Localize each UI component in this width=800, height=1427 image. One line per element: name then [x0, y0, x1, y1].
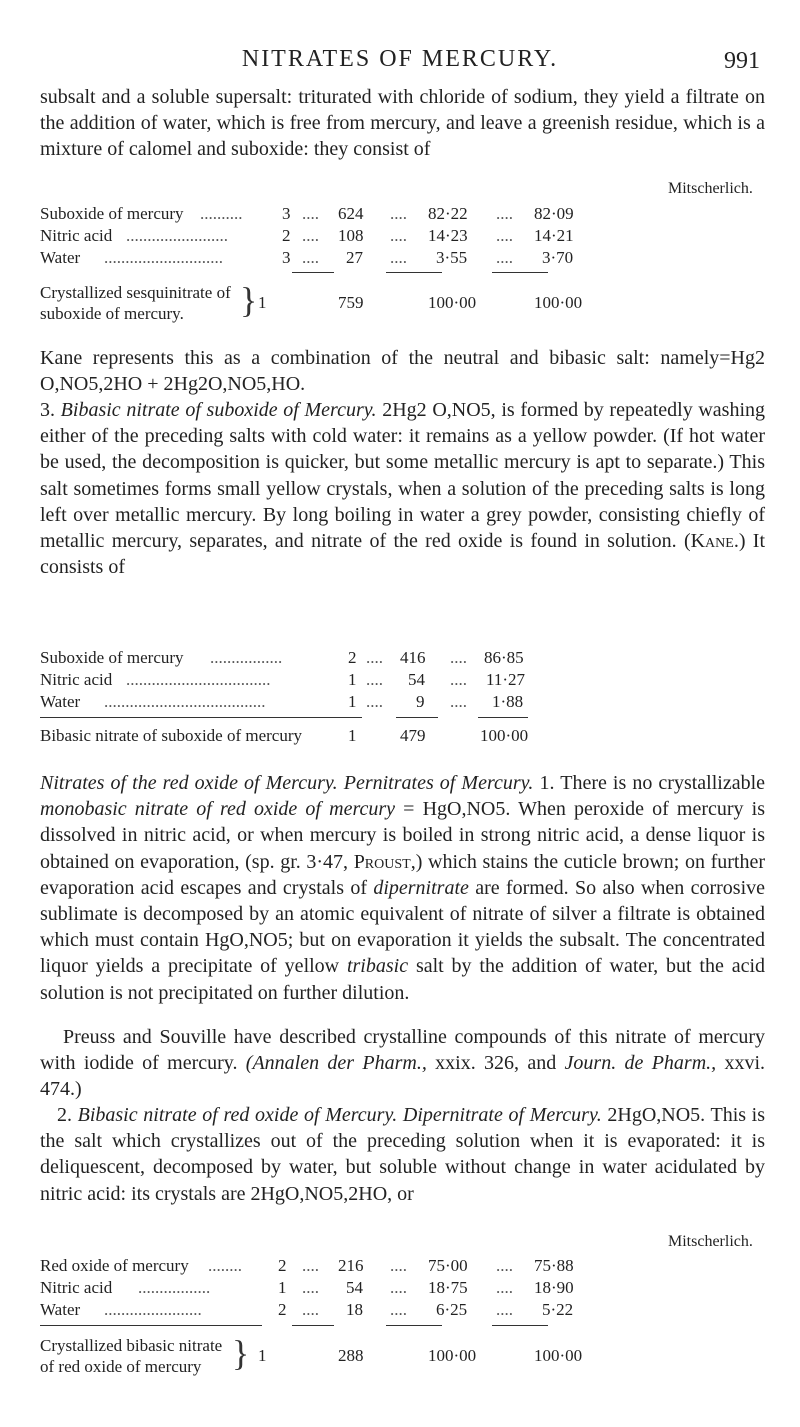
paragraph-preuss: Preuss and Souville have described crystalline compounds of this nitrate of mercury with iodide of mercury. (Annalen der Pharm., xxix. 326, and Journ. de Pharm., xxvi. 474.) — [40, 1026, 766, 1101]
row-calc: 14·23 — [428, 226, 468, 245]
table3-total — [40, 1346, 770, 1368]
table-row: Nitric acid .................................. 1 .... 54 .... 11·27 — [40, 670, 526, 689]
table-row: 1 288 100·00 100·00 — [258, 1346, 583, 1365]
sum-rule — [492, 1325, 548, 1326]
sum-rule — [292, 1325, 334, 1326]
sum-rule — [492, 272, 548, 273]
brace: } — [232, 1333, 250, 1373]
table-row: Water ...................................... 1 .... 9 .... 1·88 — [40, 692, 524, 711]
row-weight: 624 — [338, 204, 364, 223]
table1-total-label: Crystallized sesquinitrate of suboxide of mercury. — [40, 283, 231, 323]
table3 — [40, 1256, 770, 1322]
sum-rule — [396, 717, 438, 718]
table-row: Bibasic nitrate of suboxide of mercury 1 479 100·00 — [40, 726, 529, 745]
row-calc: 3·55 — [436, 248, 468, 267]
sum-rule — [386, 272, 442, 273]
row-atoms: 3 — [282, 248, 291, 267]
table2-total — [40, 726, 770, 748]
table-row: Nitric acid ................. 1 .... 54 .... 18·75 .... 18·90 — [40, 1278, 574, 1297]
table-row: Nitric acid ........................ 2 .... 108 .... 14·23 .... 14·21 — [40, 226, 574, 245]
table1 — [40, 204, 770, 270]
row-label: Water — [40, 248, 81, 267]
row-weight: 27 — [346, 248, 363, 267]
sum-rule — [386, 1325, 442, 1326]
table-row: Water ............................ 3 .... 27 .... 3·55 .... 3·70 — [40, 248, 574, 267]
paragraph-red-oxide: Nitrates of the red oxide of Mercury. Pernitrates of Mercury. 1. There is no crystallizable monobasic nitrate of red oxide of mercury = HgO,NO5. When peroxide of mercury is dissolved in nitric acid, or when mercury is boiled in strong nitric acid, a dense liquor is obtained on evaporation, (sp. gr. 3·47, Proust,) which stains the cuticle brown; on further evaporation acid escapes and crystals of dipernitrate are formed. So also when corrosive sublimate is decomposed by an atomic equivalent of nitrate of silver a filtrate is obtained which must contain HgO,NO5; but on evaporation it yields the subsalt. The concentrated liquor yields a precipitate of yellow tribasic salt by the addition of water, but the acid solution is not precipitated on further dilution. — [40, 772, 766, 1004]
paragraph-dipernitrate: 2. Bibasic nitrate of red oxide of Mercury. Dipernitrate of Mercury. 2HgO,NO5. This is the salt which crystallizes out of the preceding solution when it is evaporated: it is deliquescent, decomposed by water, but soluble without change in water acidulated by nitric acid: its crystals are 2HgO,NO5,2HO, or — [40, 1104, 766, 1205]
table-row: Water ....................... 2 .... 18 .... 6·25 .... 5·22 — [40, 1300, 574, 1319]
sum-rule — [292, 272, 334, 273]
row-atoms: 2 — [282, 226, 291, 245]
brace: } — [240, 280, 258, 320]
row-found: 14·21 — [534, 226, 574, 245]
row-label: Nitric acid — [40, 670, 113, 689]
table-row: Suboxide of mercury .......... 3 .... 624 .... 82·22 .... 82·09 — [40, 204, 574, 223]
table1-authority: Mitscherlich. — [668, 180, 753, 197]
row-label: Water — [40, 692, 81, 711]
row-label: Red oxide of mercury — [40, 1256, 189, 1275]
table1-total — [40, 293, 770, 315]
table-row: Suboxide of mercury ................. 2 .... 416 .... 86·85 — [40, 648, 524, 667]
table3-authority: Mitscherlich. — [668, 1233, 753, 1250]
sum-rule — [40, 1325, 262, 1326]
row-found: 3·70 — [542, 248, 574, 267]
running-title: NITRATES OF MERCURY. — [241, 46, 559, 72]
table-row: 1 759 100·00 100·00 — [258, 293, 583, 312]
paragraph-bibasic-suboxide: 3. Bibasic nitrate of suboxide of Mercury. 2Hg2 O,NO5, is formed by repeatedly washing either of the preceding salts with cold water: it remains as a yellow powder. (If hot water be used, the decomposition is quicker, but some metallic mercury is apt to separate.) This salt sometimes forms small yellow crystals, when a solution of the preceding salts is long left over metallic mercury. By long boiling in water a grey powder, consisting chiefly of metallic mercury, separates, and nitrate of the red oxide is found in solution. (Kane.) It consists of — [40, 399, 766, 579]
page-header — [0, 28, 800, 88]
row-atoms: 3 — [282, 204, 291, 223]
table2 — [40, 648, 770, 714]
paragraph-kane: Kane represents this as a combination of the neutral and bibasic salt: namely=Hg2 O,NO5,2HO + 2Hg2O,NO5,HO. — [40, 347, 765, 396]
row-label: Nitric acid — [40, 1278, 113, 1297]
row-calc: 82·22 — [428, 204, 468, 223]
row-weight: 108 — [338, 226, 364, 245]
sum-rule — [478, 717, 528, 718]
row-label: Nitric acid — [40, 226, 113, 245]
row-found: 82·09 — [534, 204, 574, 223]
intro-paragraph: subsalt and a soluble supersalt: triturated with chloride of sodium, they yield a filtrate on the addition of water, which is free from mercury, and leave a greenish residue, which is a mixture of calomel and suboxide: they consist of — [40, 86, 765, 161]
sum-rule — [40, 717, 362, 718]
table3-total-label: Crystallized bibasic nitrate of red oxide of mercury — [40, 1336, 223, 1376]
row-label: Suboxide of mercury — [40, 204, 184, 223]
row-label: Water — [40, 1300, 81, 1319]
row-label: Suboxide of mercury — [40, 648, 184, 667]
page-number: 991 — [724, 48, 760, 74]
table-row: Red oxide of mercury ........ 2 .... 216 .... 75·00 .... 75·88 — [40, 1256, 574, 1275]
